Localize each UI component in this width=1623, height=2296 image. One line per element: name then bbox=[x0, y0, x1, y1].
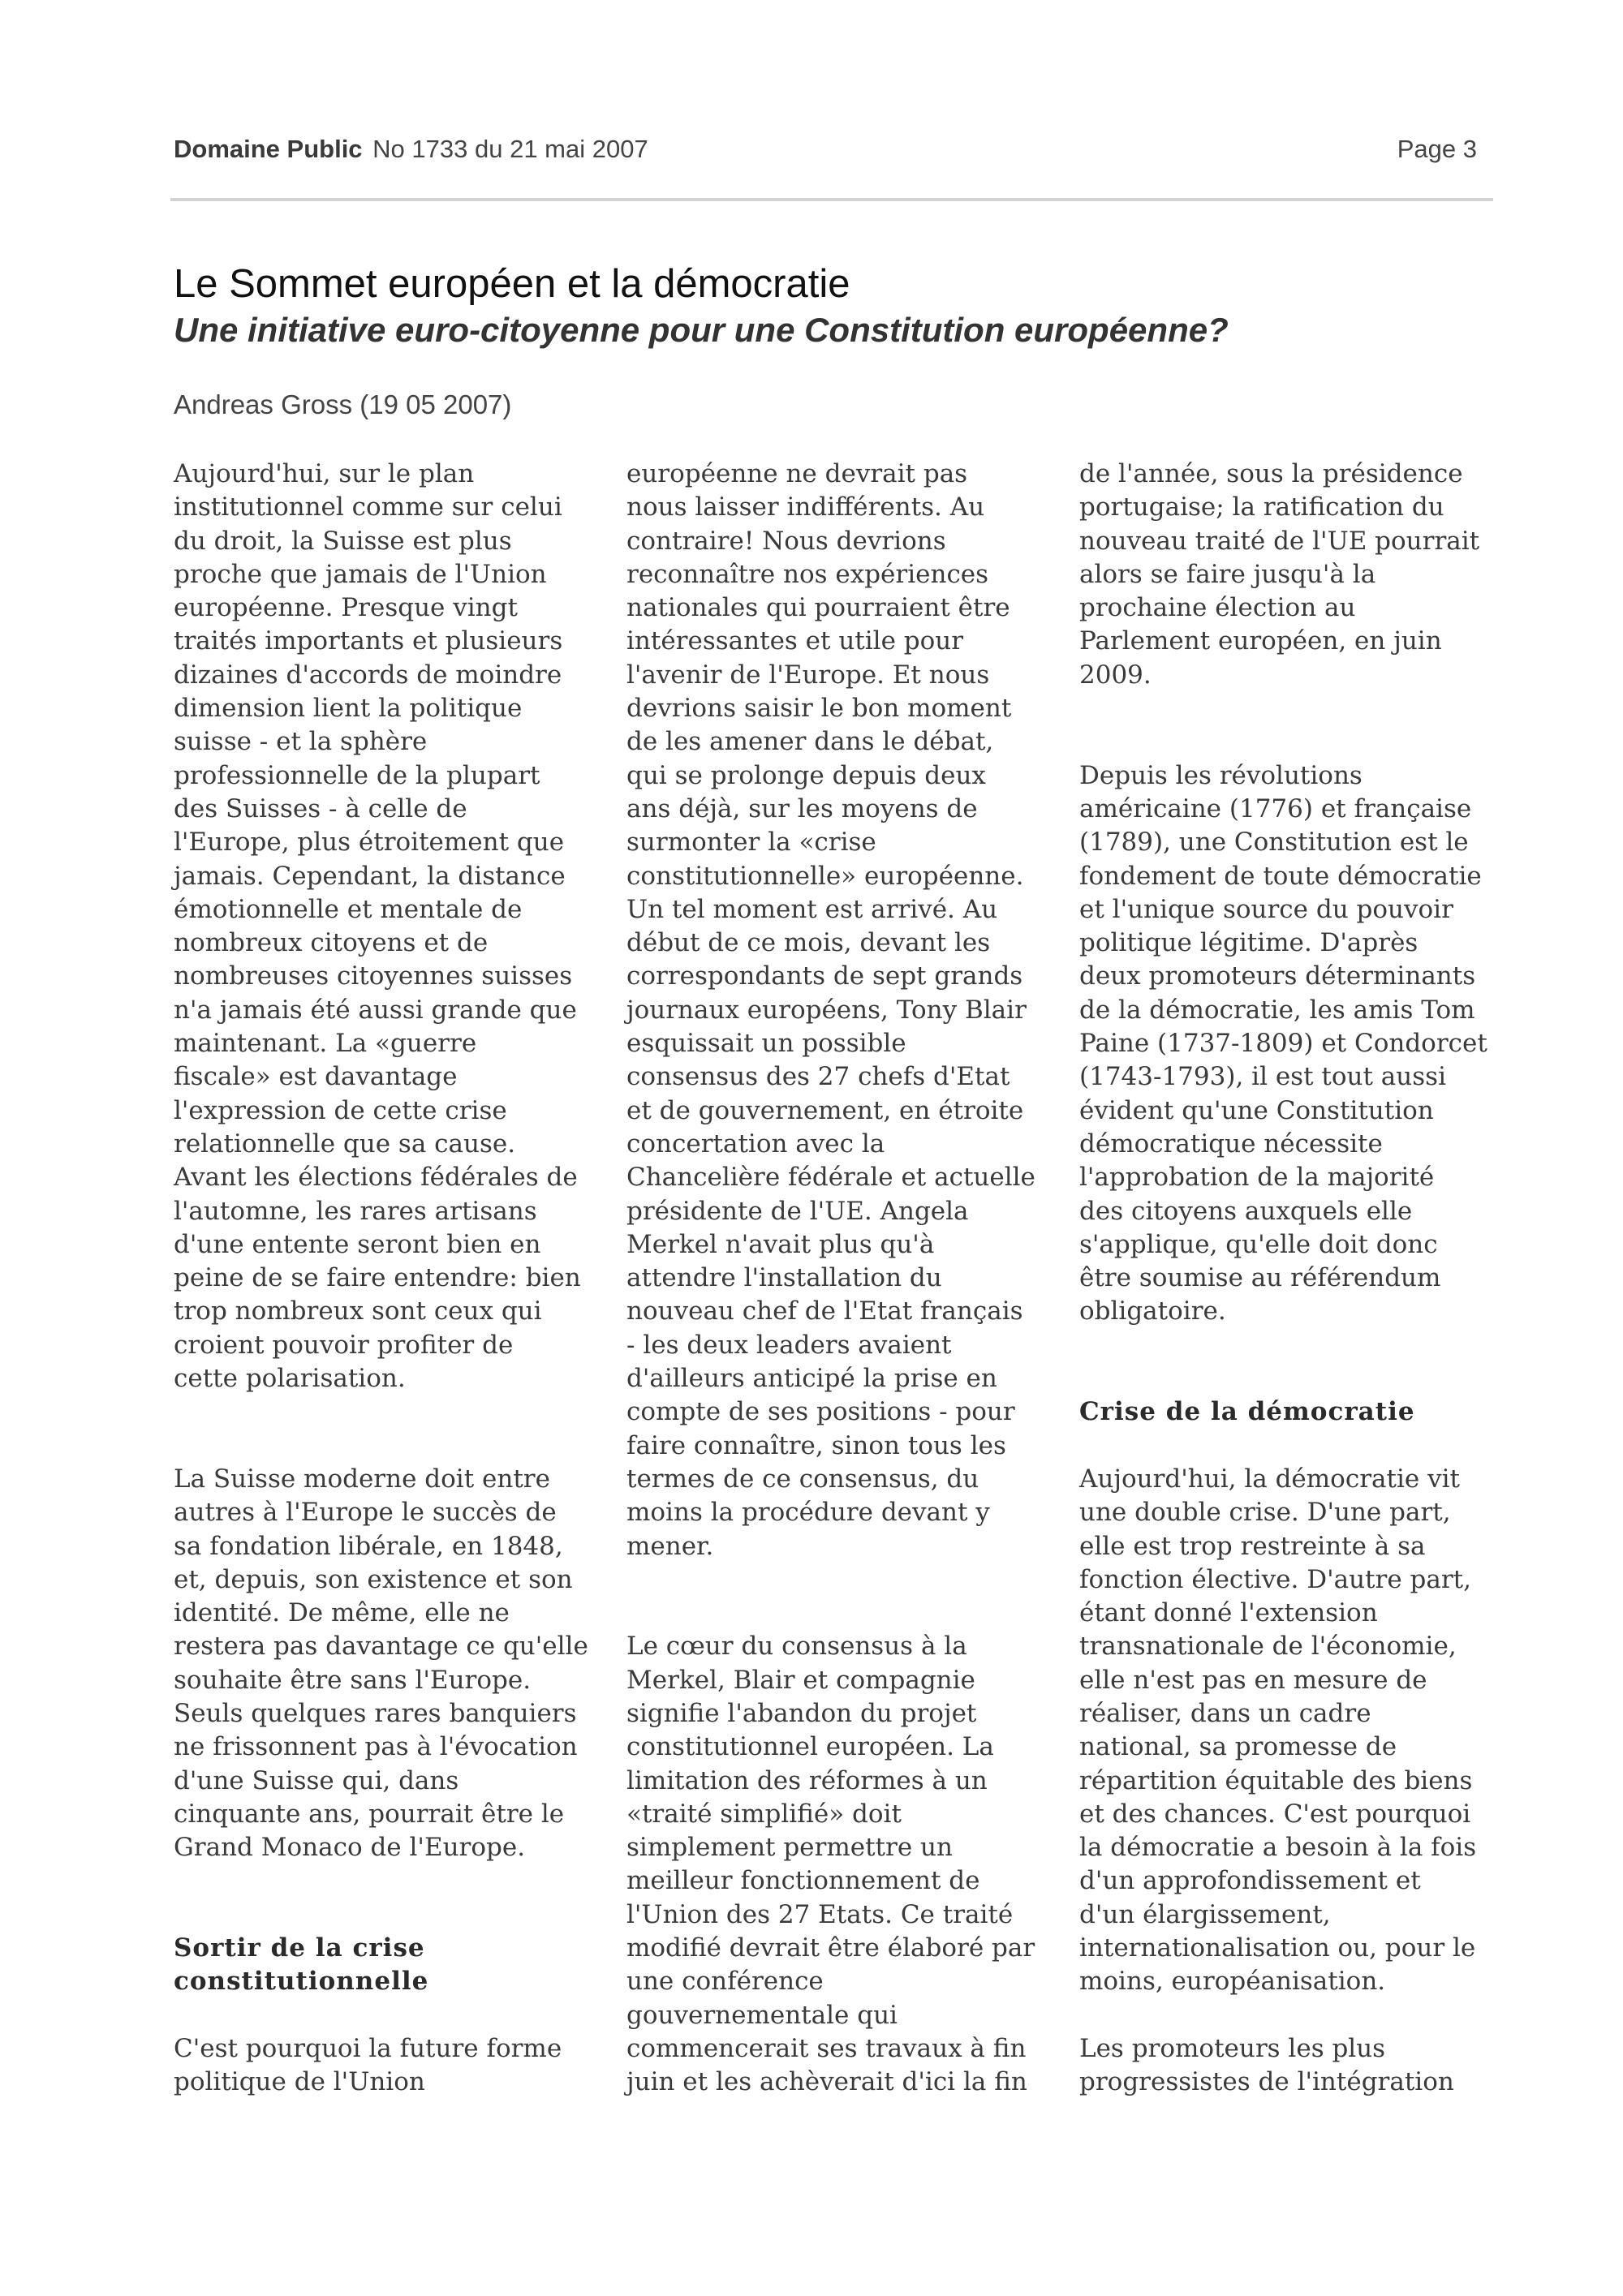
body-text-line: elle n'est pas en mesure de bbox=[1079, 1665, 1427, 1695]
body-text-line: termes de ce consensus, du bbox=[626, 1464, 979, 1494]
body-text-line: Seuls quelques rares banquiers bbox=[174, 1698, 577, 1728]
body-text-line: ans déjà, sur les moyens de bbox=[626, 793, 978, 823]
body-text-line: sa fondation libérale, en 1848, bbox=[174, 1531, 563, 1561]
body-text-line: maintenant. La «guerre bbox=[174, 1029, 477, 1059]
body-text-line: américaine (1776) et française bbox=[1079, 793, 1472, 823]
body-text-line: fonction élective. D'autre part, bbox=[1079, 1564, 1471, 1594]
body-text-line: Merkel, Blair et compagnie bbox=[626, 1665, 975, 1695]
body-text-line: européenne. Presque vingt bbox=[174, 593, 518, 623]
section-heading-line: Sortir de la crise bbox=[174, 1933, 425, 1963]
body-text-line: début de ce mois, devant les bbox=[626, 928, 991, 958]
section-heading-line: constitutionnelle bbox=[174, 1967, 429, 1997]
header-rule bbox=[170, 198, 1493, 201]
body-text-line: s'applique, qu'elle doit donc bbox=[1079, 1229, 1438, 1259]
body-text-line: de les amener dans le débat, bbox=[626, 727, 994, 757]
body-text-line: national, sa promesse de bbox=[1079, 1732, 1397, 1762]
body-text-line: modifié devrait être élaboré par bbox=[626, 1933, 1035, 1963]
body-text-line: Depuis les révolutions bbox=[1079, 760, 1363, 790]
body-text-line: l'Europe, plus étroitement que bbox=[174, 828, 565, 858]
body-text-line: traités importants et plusieurs bbox=[174, 626, 563, 656]
body-text-line: nouveau traité de l'UE pourrait bbox=[1079, 526, 1480, 556]
body-text-line: contraire! Nous devrions bbox=[626, 526, 946, 556]
paragraph-gap bbox=[1079, 1999, 1509, 2032]
body-text-line: elle est trop restreinte à sa bbox=[1079, 1531, 1426, 1561]
body-text-line: alors se faire jusqu'à la bbox=[1079, 559, 1376, 589]
body-text-line: C'est pourquoi la future forme bbox=[174, 2033, 562, 2063]
body-text-line: européenne ne devrait pas bbox=[626, 459, 968, 488]
body-text-line: journaux européens, Tony Blair bbox=[626, 995, 1027, 1025]
body-text-line: relationnelle que sa cause. bbox=[174, 1129, 516, 1159]
body-text-line: réaliser, dans un cadre bbox=[1079, 1698, 1371, 1728]
body-text-line: juin et les achèverait d'ici la fin bbox=[626, 2067, 1027, 2097]
body-text-line: nombreuses citoyennes suisses bbox=[174, 961, 573, 991]
body-text-line: Paine (1737-1809) et Condorcet bbox=[1079, 1029, 1487, 1059]
body-text-line: intéressantes et utile pour bbox=[626, 626, 964, 656]
body-text-line: dimension lient la politique bbox=[174, 694, 523, 724]
body-text-line: présidente de l'UE. Angela bbox=[626, 1196, 969, 1226]
article-title: Le Sommet européen et la démocratie bbox=[174, 262, 850, 306]
body-text-line: progressistes de l'intégration bbox=[1079, 2067, 1454, 2097]
body-text-line: moins, européanisation. bbox=[1079, 1967, 1386, 1997]
body-text-line: d'ailleurs anticipé la prise en bbox=[626, 1364, 997, 1394]
body-text-line: une double crise. D'une part, bbox=[1079, 1498, 1451, 1528]
body-text-line: évident qu'une Constitution bbox=[1079, 1095, 1434, 1125]
body-text-line: consensus des 27 chefs d'Etat bbox=[626, 1062, 1010, 1092]
body-text-line: cette polarisation. bbox=[174, 1364, 406, 1394]
body-text-line: faire connaître, sinon tous les bbox=[626, 1430, 1006, 1460]
body-text-line: moins la procédure devant y bbox=[626, 1498, 990, 1528]
body-text-line: mener. bbox=[626, 1531, 714, 1561]
body-text-line: portugaise; la ratification du bbox=[1079, 492, 1444, 522]
paragraph-gap bbox=[1079, 1430, 1509, 1463]
text-column-1 bbox=[174, 458, 604, 2100]
body-text-line: politique légitime. D'après bbox=[1079, 928, 1419, 958]
body-text-line: prochaine élection au bbox=[1079, 593, 1356, 623]
paragraph-gap bbox=[174, 1999, 604, 2032]
body-text-line: esquissait un possible bbox=[626, 1029, 906, 1059]
body-text-line: fiscale» est davantage bbox=[174, 1062, 458, 1092]
body-text-line: internationalisation ou, pour le bbox=[1079, 1933, 1476, 1963]
page-number: Page 3 bbox=[1397, 135, 1477, 163]
body-text-line: croient pouvoir profiter de bbox=[174, 1330, 514, 1360]
body-text-line: trop nombreux sont ceux qui bbox=[174, 1296, 542, 1326]
body-text-line: d'une Suisse qui, dans bbox=[174, 1765, 459, 1795]
body-text-line: restera pas davantage ce qu'elle bbox=[174, 1632, 588, 1662]
body-text-line: transnationale de l'économie, bbox=[1079, 1632, 1457, 1662]
body-text-line: gouvernementale qui bbox=[626, 2000, 898, 2030]
paragraph-gap bbox=[174, 1864, 604, 1932]
body-text-line: reconnaître nos expériences bbox=[626, 559, 989, 589]
body-text-line: obligatoire. bbox=[1079, 1296, 1226, 1326]
body-text-line: meilleur fonctionnement de bbox=[626, 1866, 980, 1896]
body-text-line: nous laisser indifférents. Au bbox=[626, 492, 985, 522]
body-text-line: nombreux citoyens et de bbox=[174, 928, 489, 958]
body-text-line: suisse - et la sphère bbox=[174, 727, 428, 757]
body-text-line: et de gouvernement, en étroite bbox=[626, 1095, 1024, 1125]
paragraph-gap bbox=[1079, 1329, 1509, 1396]
body-text-line: qui se prolonge depuis deux bbox=[626, 760, 986, 790]
body-text-line: constitutionnel européen. La bbox=[626, 1732, 994, 1762]
body-text-line: La Suisse moderne doit entre bbox=[174, 1464, 550, 1494]
body-text-line: simplement permettre un bbox=[626, 1833, 953, 1863]
body-text-line: institutionnel comme sur celui bbox=[174, 492, 562, 522]
section-heading-line: Crise de la démocratie bbox=[1079, 1397, 1415, 1427]
body-text-line: - les deux leaders avaient bbox=[626, 1330, 952, 1360]
body-text-line: l'automne, les rares artisans bbox=[174, 1196, 537, 1226]
body-text-line: «traité simplifié» doit bbox=[626, 1799, 902, 1829]
body-text-line: peine de se faire entendre: bien bbox=[174, 1263, 581, 1293]
body-text-line: identité. De même, elle ne bbox=[174, 1598, 510, 1628]
body-text-line: étant donné l'extension bbox=[1079, 1598, 1378, 1628]
body-text-line: (1789), une Constitution est le bbox=[1079, 828, 1469, 858]
article-author: Andreas Gross (19 05 2007) bbox=[174, 389, 512, 419]
body-text-line: de l'année, sous la présidence bbox=[1079, 459, 1463, 488]
body-text-line: démocratique nécessite bbox=[1079, 1129, 1383, 1159]
body-text-line: du droit, la Suisse est plus bbox=[174, 526, 512, 556]
body-text-line: devrions saisir le bon moment bbox=[626, 694, 1012, 724]
body-text-line: surmonter la «crise bbox=[626, 828, 876, 858]
body-text-line: politique de l'Union bbox=[174, 2067, 425, 2097]
body-text-line: et, depuis, son existence et son bbox=[174, 1564, 573, 1594]
body-text-line: compte de ses positions - pour bbox=[626, 1397, 1015, 1427]
body-text-line: (1743-1793), il est tout aussi bbox=[1079, 1062, 1446, 1092]
body-text-line: n'a jamais été aussi grande que bbox=[174, 995, 577, 1025]
body-text-line: Les promoteurs les plus bbox=[1079, 2033, 1386, 2063]
body-text-line: correspondants de sept grands bbox=[626, 961, 1023, 991]
body-text-line: des Suisses - à celle de bbox=[174, 793, 467, 823]
body-text-line: autres à l'Europe le succès de bbox=[174, 1498, 557, 1528]
body-text-line: nouveau chef de l'Etat français bbox=[626, 1296, 1023, 1326]
body-text-line: répartition équitable des biens bbox=[1079, 1765, 1473, 1795]
text-column-3 bbox=[1079, 458, 1509, 2100]
body-text-line: une conférence bbox=[626, 1967, 824, 1997]
body-text-line: Grand Monaco de l'Europe. bbox=[174, 1833, 526, 1863]
body-text-line: Avant les élections fédérales de bbox=[174, 1163, 578, 1193]
paragraph-gap bbox=[1079, 692, 1509, 759]
body-text-line: l'expression de cette crise bbox=[174, 1095, 507, 1125]
body-text-line: émotionnelle et mentale de bbox=[174, 894, 523, 924]
body-text-line: l'Union des 27 Etats. Ce traité bbox=[626, 1899, 1014, 1929]
body-text-line: jamais. Cependant, la distance bbox=[174, 861, 566, 891]
body-text-line: d'un approfondissement et bbox=[1079, 1866, 1421, 1896]
body-text-line: Parlement européen, en juin bbox=[1079, 626, 1442, 656]
body-text-line: d'un élargissement, bbox=[1079, 1899, 1331, 1929]
body-text-line: l'avenir de l'Europe. Et nous bbox=[626, 660, 990, 690]
body-text-line: constitutionnelle» européenne. bbox=[626, 861, 1024, 891]
body-text-line: 2009. bbox=[1079, 660, 1152, 690]
body-text-line: la démocratie a besoin à la fois bbox=[1079, 1833, 1477, 1863]
body-text-line: limitation des réformes à un bbox=[626, 1765, 988, 1795]
page-header bbox=[174, 135, 1477, 167]
body-text-line: être soumise au référendum bbox=[1079, 1263, 1441, 1293]
body-text-line: Un tel moment est arrivé. Au bbox=[626, 894, 998, 924]
body-text-line: d'une entente seront bien en bbox=[174, 1229, 541, 1259]
body-text-line: commencerait ses travaux à fin bbox=[626, 2033, 1027, 2063]
paragraph-gap bbox=[174, 1395, 604, 1463]
body-text-line: Merkel n'avait plus qu'à bbox=[626, 1229, 935, 1259]
body-text-line: des citoyens auxquels elle bbox=[1079, 1196, 1413, 1226]
body-text-line: Aujourd'hui, la démocratie vit bbox=[1079, 1464, 1460, 1494]
body-text-line: cinquante ans, pourrait être le bbox=[174, 1799, 565, 1829]
body-text-line: ne frissonnent pas à l'évocation bbox=[174, 1732, 578, 1762]
body-text-line: Chancelière fédérale et actuelle bbox=[626, 1163, 1035, 1193]
body-text-line: l'approbation de la majorité bbox=[1079, 1163, 1435, 1193]
text-column-2 bbox=[626, 458, 1057, 2100]
body-text-line: nationales qui pourraient être bbox=[626, 593, 1010, 623]
publication-name: Domaine Public bbox=[174, 135, 363, 163]
article-subtitle: Une initiative euro-citoyenne pour une Constitution européenne? bbox=[174, 311, 1229, 349]
body-text-line: signifie l'abandon du projet bbox=[626, 1698, 977, 1728]
body-text-line: souhaite être sans l'Europe. bbox=[174, 1665, 532, 1695]
body-text-line: fondement de toute démocratie bbox=[1079, 861, 1482, 891]
body-text-line: professionnelle de la plupart bbox=[174, 760, 540, 790]
issue-info: No 1733 du 21 mai 2007 bbox=[372, 135, 648, 163]
body-text-line: attendre l'installation du bbox=[626, 1263, 942, 1293]
body-text-line: et l'unique source du pouvoir bbox=[1079, 894, 1453, 924]
body-text-line: proche que jamais de l'Union bbox=[174, 559, 547, 589]
body-text-line: Le cœur du consensus à la bbox=[626, 1632, 967, 1662]
body-text-line: deux promoteurs déterminants bbox=[1079, 961, 1476, 991]
body-text-line: de la démocratie, les amis Tom bbox=[1079, 995, 1475, 1025]
body-text-line: dizaines d'accords de moindre bbox=[174, 660, 562, 690]
body-text-line: et des chances. C'est pourquoi bbox=[1079, 1799, 1471, 1829]
body-text-line: concertation avec la bbox=[626, 1129, 885, 1159]
paragraph-gap bbox=[626, 1563, 1057, 1631]
body-text-line: Aujourd'hui, sur le plan bbox=[174, 459, 475, 488]
